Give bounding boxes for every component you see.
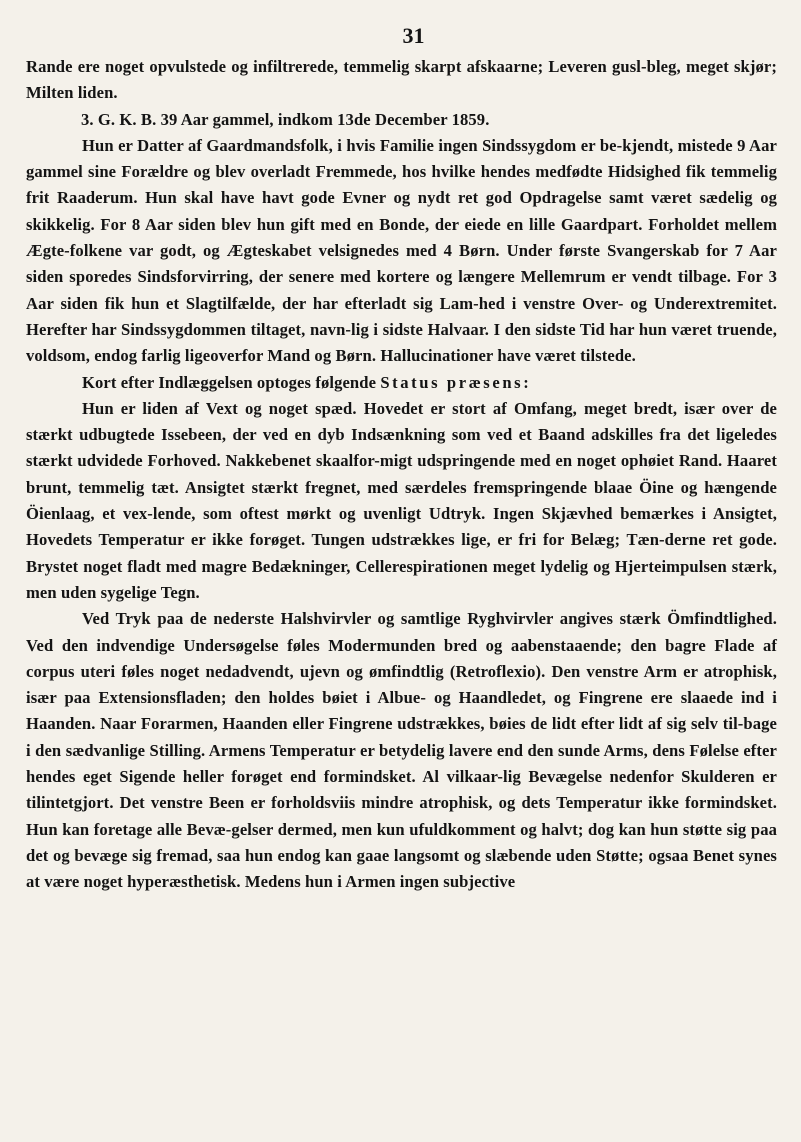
paragraph-examination: Hun er liden af Vext og noget spæd. Hovedet er stort af Omfang, meget bredt, især over de stærkt udbugtede Issebeen, der ved en dyb Indsænkning som ved et Baand adskilles fra det ligeledes stærkt udvidede Forhoved. Nakkebenet skaalfor-migt udspringende med en noget ophøiet Rand. Haaret brunt, temmelig tæt. Ansigtet stærkt fregnet, med særdeles fremspringende blaae Öine og hængende Öienlaag, et vex-lende, som oftest mørkt og uvenligt Udtryk. Ingen Skjævhed bemærkes i Ansigtet, Hovedets Temperatur er ikke forøget. Tungen udstrækkes lige, er fri for Belæg; Tæn-derne ret gode. Brystet noget fladt med magre Bedækninger, Cellerespirationen meget lydelig og Hjerteimpulsen stærk, men uden sygelige Tegn.	[26, 398, 777, 602]
case-heading: 3. G. K. B. 39 Aar gammel, indkom 13de December 1859.	[81, 109, 490, 129]
paragraph-neurology: Ved Tryk paa de nederste Halshvirvler og samtlige Ryghvirvler angives stærk Ömfindtlighed. Ved den indvendige Undersøgelse føles Modermunden bred og aabenstaaende; den bagre Flade af corpus uteri føles noget nedadvendt, ujevn og ømfindtlig (Retroflexio). Den venstre Arm er atrophisk, især paa Extensionsfladen; den holdes bøiet i Albue- og Haandledet, og Fingrene ere slaaede ind i Haanden. Naar Forarmen, Haanden eller Fingrene udstrækkes, bøies de lidt efter lidt af sig selv til-bage i den sædvanlige Stilling. Armens Temperatur er betydelig lavere end den sunde Arms, dens Følelse efter hendes eget Sigende heller forøget end formindsket. Al vilkaar-lig Bevægelse nedenfor Skulderen er tilintetgjort. Det venstre Been er forholdsviis mindre atrophisk, og dets Temperatur ikke formindsket. Hun kan foretage alle Bevæ-gelser dermed, men kun ufuldkomment og halvt; dog kan hun støtte sig paa det og bevæge sig fremad, saa hun endog kan gaae langsomt og slæbende uden Støtte; ogsaa Benet synes at være noget hyperæsthetisk. Medens hun i Armen ingen subjective	[26, 609, 777, 892]
status-praesens-label: Status præsens:	[380, 372, 532, 392]
body-text	[26, 54, 777, 896]
paragraph-autopsy-end: Rande ere noget opvulstede og infiltrerede, temmelig skarpt afskaarne; Leveren gusl-bleg, meget skjør; Milten liden.	[26, 57, 777, 103]
paragraph-history: Hun er Datter af Gaardmandsfolk, i hvis Familie ingen Sindssygdom er be-kjendt, mistede 9 Aar gammel sine Forældre og blev overladt Fremmede, hos hvilke hendes medfødte Hidsighed fik temmelig frit Raaderum. Hun skal have havt gode Evner og nydt ret god Opdragelse samt været sædelig og skikkelig. For 8 Aar siden blev hun gift med en Bonde, der eiede en lille Gaardpart. Forholdet mellem Ægte-folkene var godt, og Ægteskabet velsignedes med 4 Børn. Under første Svangerskab for 7 Aar siden sporedes Sindsforvirring, der senere med kortere og længere Mellemrum er vendt tilbage. For 3 Aar siden fik hun et Slagtilfælde, der har efterladt sig Lam-hed i venstre Over- og Underextremitet. Herefter har Sindssygdommen tiltaget, navn-lig i sidste Halvaar. I den sidste Tid har hun været truende, voldsom, endog farlig ligeoverfor Mand og Børn. Hallucinationer have været tilstede.	[26, 135, 777, 366]
paragraph-status-intro	[26, 370, 777, 396]
status-intro-text: Kort efter Indlæggelsen optoges følgende	[82, 372, 381, 392]
page-number: 31	[402, 23, 425, 48]
